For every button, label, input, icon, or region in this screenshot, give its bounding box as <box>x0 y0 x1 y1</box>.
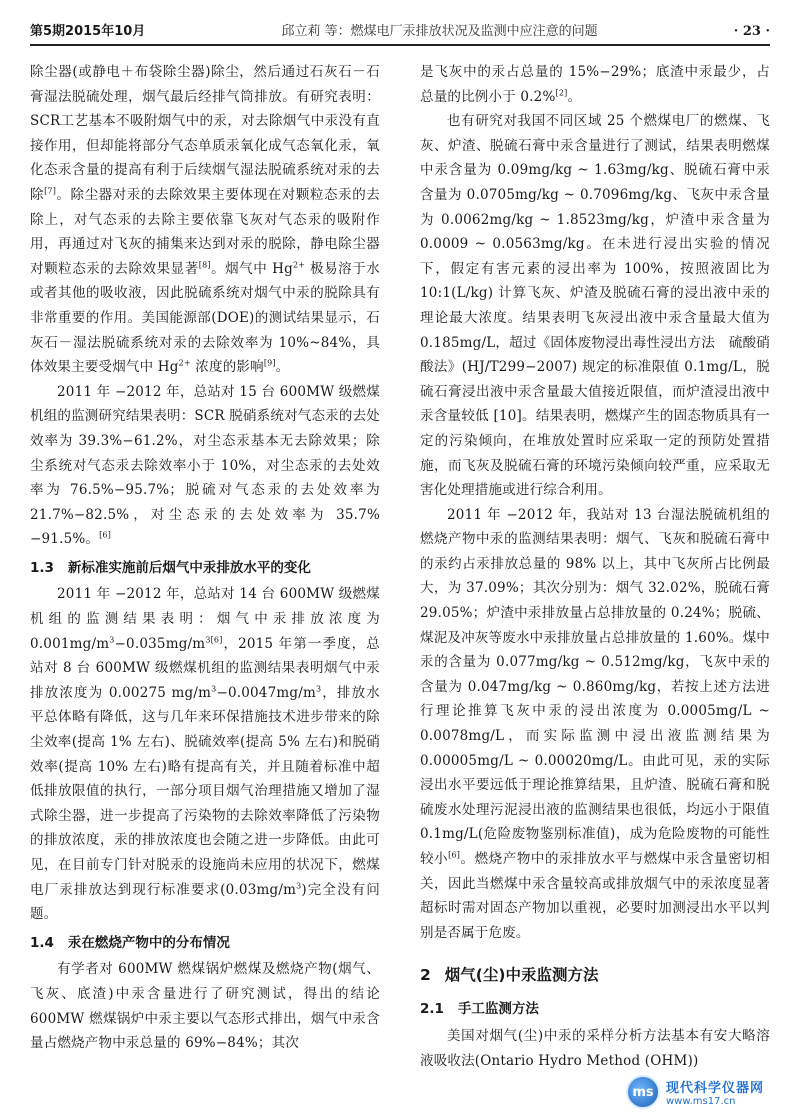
paragraph: 有学者对 600MW 燃煤锅炉燃煤及燃烧产物(烟气、飞灰、底渣)中汞含量进行了研究测试，得出的结论 600MW 燃煤锅炉中汞主要以气态形式排出，烟气中汞含量占燃烧产物中汞总量的 69%−84%；其次 <box>30 961 380 1052</box>
section-heading: 2.1 手工监测方法 <box>420 1001 539 1018</box>
page-number: · 23 · <box>733 24 770 39</box>
journal-issue: 第5期2015年10月 <box>30 24 146 39</box>
paragraph: 是飞灰中的汞占总量的 15%−29%；底渣中汞最少，占总量的比例小于 0.2%[2]。 <box>420 64 770 105</box>
section-heading: 1.3 新标准实施前后烟气中汞排放水平的变化 <box>30 559 311 576</box>
paragraph: 2011 年 −2012 年，总站对 15 台 600MW 级燃煤机组的监测研究结果表明：SCR 脱硝系统对气态汞的去处效率为 39.3%−61.2%，对尘态汞基本无去除效果；除尘系统对气态汞去除效率小于 10%，对尘态汞的去处效率为 76.5%−95.7%；脱硫对气态汞的去处效率为 21.7%−82.5%，对尘态汞的去处效率为 35.7%−91.5%。[6] <box>30 383 380 548</box>
watermark-logo-icon: ms <box>626 1075 660 1109</box>
paragraph: 除尘器(或静电＋布袋除尘器)除尘，然后通过石灰石－石膏湿法脱硫处理，烟气最后经排气筒排放。有研究表明：SCR工艺基本不吸附烟气中的汞，对去除烟气中汞没有直接作用，但却能将部分气态单质汞氧化成气态氧化汞，氧化态汞含量的提高有利于后续烟气湿法脱硫系统对汞的去除[7]。除尘器对汞的去除效果主要体现在对颗粒态汞的去除上，对气态汞的去除主要依靠飞灰对气态汞的吸附作用，再通过对飞灰的捕集来达到对汞的脱除，静电除尘器对颗粒态汞的去除效果显著[8]。烟气中 $Hg^{2+}$ 极易溶于水或者其他的吸收液，因此脱硫系统对烟气中汞的脱除具有非常重要的作用。美国能源部(DOE)的测试结果显示，石灰石－湿法脱硫系统对汞的去除效率为 10%~84%，具体效果主要受烟气中 $Hg^{2+}$ 浓度的影响[9]。 <box>30 64 381 376</box>
right-column <box>420 60 770 1073</box>
running-title: 邱立莉 等：燃煤电厂汞排放状况及监测中应注意的问题 <box>281 24 598 39</box>
watermark <box>626 1071 796 1113</box>
paragraph: 2011 年 −2012 年，总站对 14 台 600MW 级燃煤机组的监测结果表明：烟气中汞排放浓度为 $0.001mg/m^3-0.035mg/m^{3[6]}$，2015 年第一季度，总站对 8 台 600MW 级燃煤机组的监测结果表明烟气中汞排放浓度为 0.00275 $mg/m^3-0.0047mg/m^3$，排放水平总体略有降低，这与几年来环保措施技术进步带来的除尘效率(提高 1% 左右)、脱硫效率(提高 5% 左右)和脱硝效率(提高 10% 左右)略有提高有关，并且随着标准中超低排放限值的执行，一部分项目烟气治理措施又增加了湿式除尘器，进一步提高了污染物的去除效率降低了污染物的排放浓度，汞的排放浓度也会随之进一步降低。由此可见，在目前专门针对脱汞的设施尚未应用的状况下，燃煤电厂汞排放达到现行标准要求$(0.03mg/m^3)$完全没有问题。 <box>30 586 380 923</box>
section-heading: 1.4 汞在燃烧产物中的分布情况 <box>30 934 230 951</box>
watermark-name: 现代科学仪器网 <box>666 1081 765 1096</box>
page-header <box>30 16 770 46</box>
paragraph: 也有研究对我国不同区域 25 个燃煤电厂的燃煤、飞灰、炉渣、脱硫石膏中汞含量进行了测试，结果表明燃煤中汞含量为 0.09mg/kg ~ 1.63mg/kg、脱硫石膏中汞含量为 0.0705mg/kg ~ 0.7096mg/kg、飞灰中汞含量为 0.0062mg/kg ~ 1.8523mg/kg，炉渣中汞含量为 0.0009 ~ 0.0563mg/kg。在未进行浸出实验的情况下，假定有害元素的浸出率为 100%，按照液固比为 10:1(L/kg) 计算飞灰、炉渣及脱硫石膏的浸出液中汞的理论最大浓度。结果表明飞灰浸出液中汞含量最大值为 0.185mg/L，超过《固体废物浸出毒性浸出方法 硫酸硝酸法》(HJ/T299−2007) 规定的标准限值 0.1mg/L，脱硫石膏浸出液中汞含量最大值接近限值，而炉渣浸出液中汞含量较低 [10]。结果表明，燃煤产生的固态物质具有一定的污染倾向，在堆放处置时应采取一定的预防处置措施，而飞灰及脱硫石膏的环境污染倾向较严重，应采取无害化处理措施或进行综合利用。 <box>420 113 770 499</box>
chapter-heading: 2 烟气(尘)中汞监测方法 <box>420 966 599 985</box>
paragraph: 2011 年 −2012 年，我站对 13 台湿法脱硫机组的燃烧产物中汞的监测结果表明：烟气、飞灰和脱硫石膏中的汞约占汞排放总量的 98% 以上，其中飞灰所占比例最大，为 37.09%；其次分别为：烟气 32.02%，脱硫石膏 29.05%；炉渣中汞排放量占总排放量的 0.24%；脱硫、煤泥及冲灰等废水中汞排放量占总排放量的 1.60%。煤中汞的含量为 0.077mg/kg ~ 0.512mg/kg，飞灰中汞的含量为 0.047mg/kg ~ 0.860mg/kg，若按上述方法进行理论推算飞灰中汞的浸出浓度为 0.0005mg/L ~ 0.0078mg/L，而实际监测中浸出液监测结果为 0.00005mg/L ~ 0.00020mg/L。由此可见，汞的实际浸出水平要远低于理论推算结果，且炉渣、脱硫石膏和脱硫废水处理污泥浸出液的监测结果也很低，均远小于限值 0.1mg/L(危险废物鉴别标准值)，成为危险废物的可能性较小[6]。燃烧产物中的汞排放水平与燃煤中汞含量密切相关，因此当燃煤中汞含量较高或排放烟气中的汞浓度显著超标时需对固态产物加以重视，必要时加测浸出水平以判别是否属于危废。 <box>420 506 770 941</box>
paragraph: 美国对烟气(尘)中汞的采样分析方法基本有安大略溶液吸收法(Ontario Hydro Method (OHM)) <box>420 1027 770 1069</box>
watermark-url: www.ms17.cn <box>666 1096 736 1107</box>
left-column <box>30 60 380 1056</box>
